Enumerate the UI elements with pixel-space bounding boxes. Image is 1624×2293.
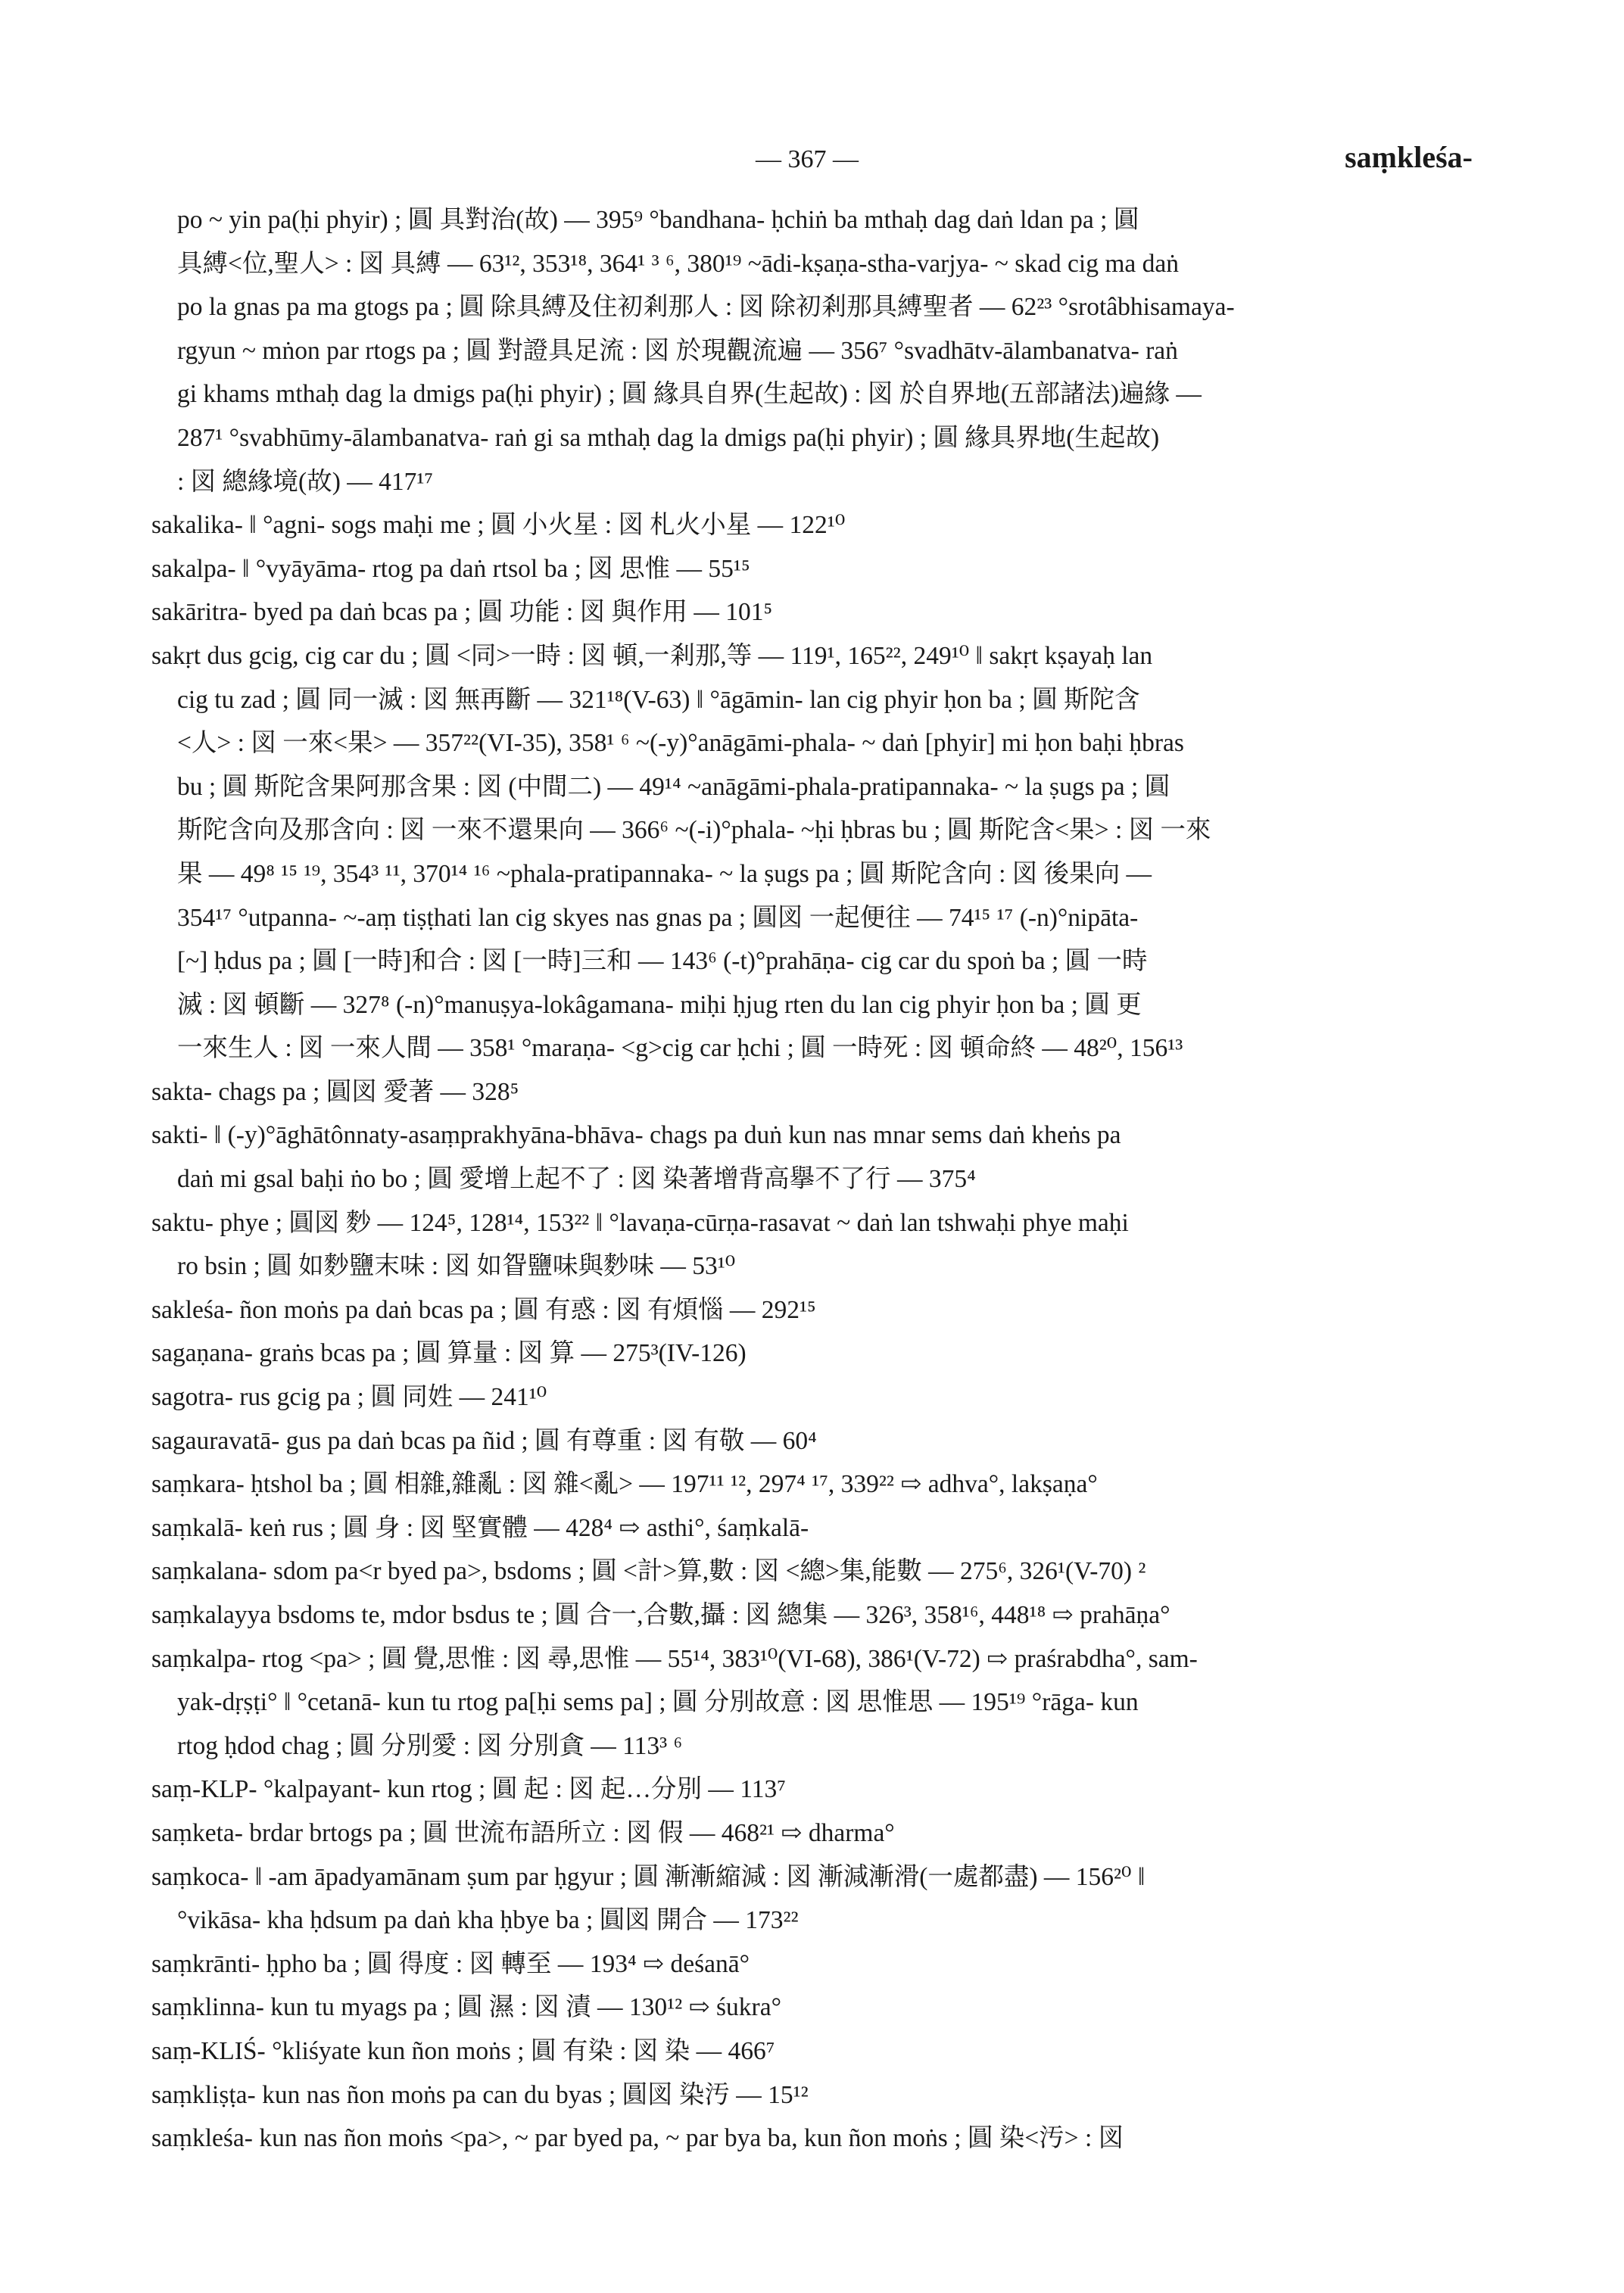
entry-line: saṃkara- ḥtshol ba ; 圓 相雜,雜亂 : 図 雜<亂> — 197¹¹ ¹², 297⁴ ¹⁷, 339²² ⇨ adhva°, lakṣaṇa° — [151, 1470, 1098, 1499]
entry-line: saṃkalana- sdom pa<r byed pa>, bsdoms ; 圓 <計>算,數 : 図 <總>集,能數 — 275⁶, 326¹(V-70) ² — [151, 1557, 1146, 1586]
entry-line: sagauravatā- gus pa daṅ bcas pa ñid ; 圓 有尊重 : 図 有敬 — 60⁴ — [151, 1426, 817, 1455]
text-line: rgyun ~ mṅon par rtogs pa ; 圓 對證具足流 : 図 於現觀流遍 — 356⁷ °svadhātv-ālambanatva- raṅ — [177, 336, 1178, 365]
text-line: [~] ḥdus pa ; 圓 [一時]和合 : 図 [一時]三和 — 143⁶ (-t)°prahāṇa- cig car du spoṅ ba ; 圓 一時 — [177, 947, 1148, 976]
entry-line: saṃklinna- kun tu myags pa ; 圓 濕 : 図 漬 — 130¹² ⇨ śukra° — [151, 1993, 781, 2022]
entry-line: saṃ-KLIŚ- °kliśyate kun ñon moṅs ; 圓 有染 : 図 染 — 466⁷ — [151, 2036, 775, 2065]
entry-line: saṃkliṣṭa- kun nas ñon moṅs pa can du byas ; 圓図 染汚 — 15¹² — [151, 2080, 809, 2109]
text-line: 滅 : 図 頓斷 — 327⁸ (-n)°manuṣya-lokâgamana- miḥi ḥjug rten du lan cig phyir ḥon ba ; 圓 更 — [177, 990, 1142, 1019]
text-line: yak-dṛṣṭi° ‖ °cetanā- kun tu rtog pa[ḥi sems pa] ; 圓 分別故意 : 図 思惟思 — 195¹⁹ °rāga- kun — [177, 1688, 1139, 1717]
text-line: <人> : 図 一來<果> — 357²²(VI-35), 358¹ ⁶ ~(-y)°anāgāmi-phala- ~ daṅ [phyir] mi ḥon baḥi ḥbras — [177, 729, 1184, 758]
text-line: cig tu zad ; 圓 同一滅 : 図 無再斷 — 321¹⁸(V-63) ‖ °āgāmin- lan cig phyir ḥon ba ; 圓 斯陀含 — [177, 685, 1140, 714]
entry-line: sakalpa- ‖ °vyāyāma- rtog pa daṅ rtsol ba ; 図 思惟 — 55¹⁵ — [151, 554, 750, 583]
entry-line: saṃketa- brdar brtogs pa ; 圓 世流布語所立 : 図 假 — 468²¹ ⇨ dharma° — [151, 1818, 895, 1847]
text-line: bu ; 圓 斯陀含果阿那含果 : 図 (中間二) — 49¹⁴ ~anāgāmi-phala-pratipannaka- ~ la ṣugs pa ; 圓 — [177, 772, 1170, 801]
text-line: : 図 總緣境(故) — 417¹⁷ — [177, 467, 434, 496]
entry-line: sagaṇana- graṅs bcas pa ; 圓 算量 : 図 算 — 275³(IV-126) — [151, 1339, 747, 1368]
entry-line: sakta- chags pa ; 圓図 愛著 — 328⁵ — [151, 1077, 519, 1106]
entry-line: saṃkrānti- ḥpho ba ; 圓 得度 : 図 轉至 — 193⁴ ⇨ deśanā° — [151, 1949, 750, 1978]
entry-line: saṃkoca- ‖ -am āpadyamānam ṣum par ḥgyur ; 圓 漸漸縮減 : 図 漸減漸滑(一處都盡) — 156²⁰ ‖ — [151, 1862, 1146, 1891]
entry-line: saktu- phye ; 圓図 麨 — 124⁵, 128¹⁴, 153²² ‖ °lavaṇa-cūrṇa-rasavat ~ daṅ lan tshwaḥi phye maḥi — [151, 1208, 1129, 1237]
text-line: 354¹⁷ °utpanna- ~-aṃ tiṣṭhati lan cig skyes nas gnas pa ; 圓図 一起便往 — 74¹⁵ ¹⁷ (-n)°nipāta- — [177, 903, 1139, 932]
entry-line: sakalika- ‖ °agni- sogs maḥi me ; 圓 小火星 : 図 札火小星 — 122¹⁰ — [151, 511, 846, 540]
entry-line: sakti- ‖ (-y)°āghātônnaty-asaṃprakhyāna-bhāva- chags pa duṅ kun nas mnar sems daṅ kheṅs pa — [151, 1121, 1121, 1150]
entry-line: saṃkleśa- kun nas ñon moṅs <pa>, ~ par byed pa, ~ par bya ba, kun ñon moṅs ; 圓 染<汚> : 図 — [151, 2124, 1124, 2153]
text-line: 一來生人 : 図 一來人間 — 358¹ °maraṇa- <g>cig car ḥchi ; 圓 一時死 : 図 頓命終 — 48²⁰, 156¹³ — [177, 1034, 1183, 1063]
entry-line: sakāritra- byed pa daṅ bcas pa ; 圓 功能 : 図 與作用 — 101⁵ — [151, 598, 773, 627]
text-line: 果 — 49⁸ ¹⁵ ¹⁹, 354³ ¹¹, 370¹⁴ ¹⁶ ~phala-pratipannaka- ~ la ṣugs pa ; 圓 斯陀含向 : 図 後果向 — — [177, 859, 1152, 888]
entry-line: saṃkalā- keṅ rus ; 圓 身 : 図 堅實體 — 428⁴ ⇨ asthi°, śaṃkalā- — [151, 1513, 809, 1542]
text-line: po la gnas pa ma gtogs pa ; 圓 除具縛及住初剎那人 : 図 除初剎那具縛聖者 — 62²³ °srotâbhisamaya- — [177, 293, 1235, 322]
entry-line: saṃ-KLP- °kalpayant- kun rtog ; 圓 起 : 図 起…分別 — 113⁷ — [151, 1775, 786, 1804]
text-line: ro bsin ; 圓 如麨鹽末味 : 図 如眢鹽味與麨味 — 53¹⁰ — [177, 1252, 736, 1281]
entry-line: saṃkalpa- rtog <pa> ; 圓 覺,思惟 : 図 尋,思惟 — 55¹⁴, 383¹⁰(VI-68), 386¹(V-72) ⇨ praśrabdha°, sam- — [151, 1644, 1198, 1673]
text-line: 具縛<位,聖人> : 図 具縛 — 63¹², 353¹⁸, 364¹ ³ ⁶, 380¹⁹ ~ādi-kṣaṇa-stha-varjya- ~ skad cig ma daṅ — [177, 249, 1180, 278]
text-line: °vikāsa- kha ḥdsum pa daṅ kha ḥbye ba ; 圓図 開合 — 173²² — [177, 1906, 799, 1935]
text-line: po ~ yin pa(ḥi phyir) ; 圓 具對治(故) — 395⁹ °bandhana- ḥchiṅ ba mthaḥ dag daṅ ldan pa ; 圓 — [177, 206, 1139, 234]
page-number: — 367 — — [756, 145, 859, 173]
entry-line: sakṛt dus gcig, cig car du ; 圓 <同>一時 : 図 頓,一剎那,等 — 119¹, 165²², 249¹⁰ ‖ sakṛt kṣayaḥ lan — [151, 641, 1153, 670]
entry-line: saṃkalayya bsdoms te, mdor bsdus te ; 圓 合一,合數,攝 : 図 總集 — 326³, 358¹⁶, 448¹⁸ ⇨ prahāṇa° — [151, 1601, 1170, 1629]
entry-line: sagotra- rus gcig pa ; 圓 同姓 — 241¹⁰ — [151, 1383, 547, 1412]
entry-line: sakleśa- ñon moṅs pa daṅ bcas pa ; 圓 有惑 : 図 有煩惱 — 292¹⁵ — [151, 1295, 816, 1324]
dictionary-body — [151, 198, 1499, 2161]
text-line: 287¹ °svabhūmy-ālambanatva- raṅ gi sa mthaḥ dag la dmigs pa(ḥi phyir) ; 圓 緣具界地(生起故) — [177, 423, 1160, 452]
running-head: saṃkleśa- — [1345, 140, 1473, 174]
text-line: daṅ mi gsal baḥi ṅo bo ; 圓 愛增上起不了 : 図 染著增背高擧不了行 — 375⁴ — [177, 1165, 976, 1194]
text-line: gi khams mthaḥ dag la dmigs pa(ḥi phyir) ; 圓 緣具自界(生起故) : 図 於自界地(五部諸法)遍緣 — — [177, 380, 1202, 409]
text-line: 斯陀含向及那含向 : 図 一來不還果向 — 366⁶ ~(-i)°phala- ~ḥi ḥbras bu ; 圓 斯陀含<果> : 図 一來 — [177, 816, 1211, 845]
text-line: rtog ḥdod chag ; 圓 分別愛 : 図 分別貪 — 113³ ⁶ — [177, 1731, 683, 1760]
page-header — [0, 135, 1624, 180]
